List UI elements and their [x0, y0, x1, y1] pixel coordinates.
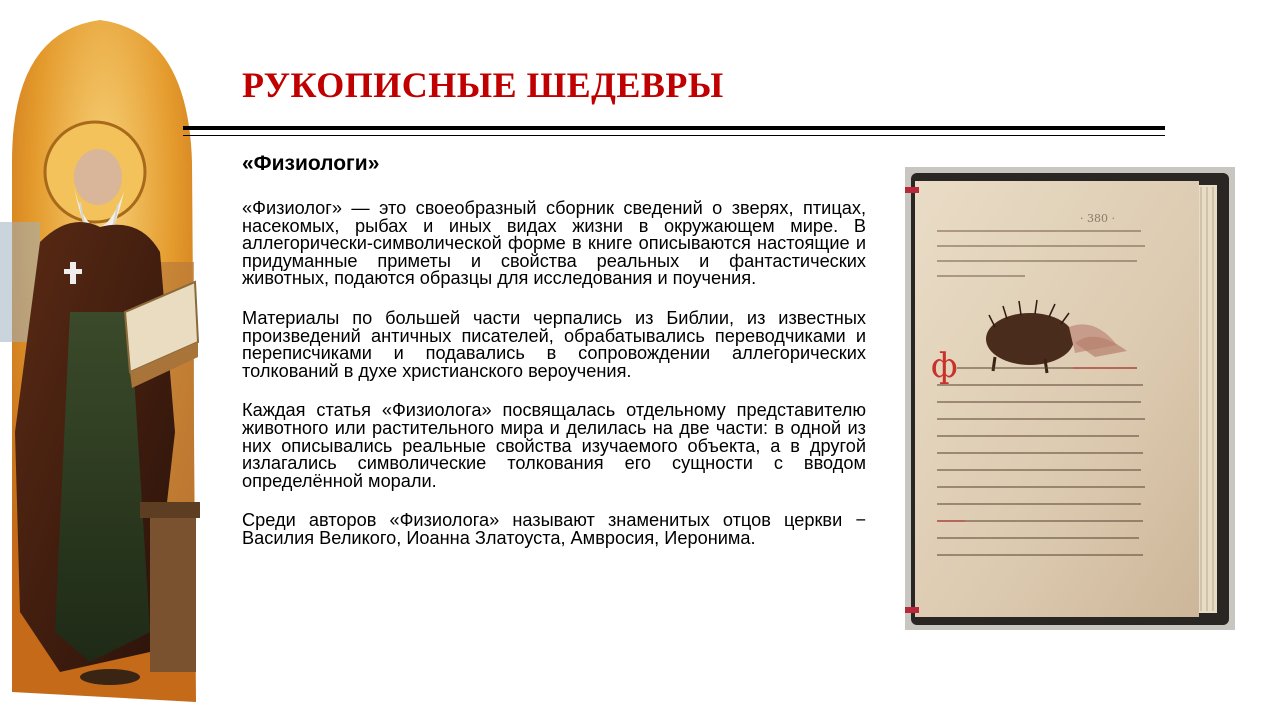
section-subtitle: «Физиологи» — [242, 152, 380, 175]
svg-text:ф: ф — [931, 346, 958, 386]
title-divider-thin — [183, 135, 1165, 136]
paragraph: «Физиолог» — это своеобразный сборник сведений о зверях, птицах, насекомых, рыбах и иных видах жизни в окружающем мире. В аллегорически-символической форме в книге описываются настоящие и придуманные приметы и свойства реальных и фантастических животных, подаются образцы для исследования и поучения. — [242, 198, 866, 289]
manuscript-page-with-hedgehog — [905, 167, 1235, 630]
monk-scribe-painting — [0, 12, 200, 702]
paragraph: Среди авторов «Физиолога» называют знаменитых отцов церкви − Василия Великого, Иоанна Златоуста, Амвросия, Иеронима. — [242, 510, 866, 548]
title-divider-thick — [183, 126, 1165, 130]
svg-text:· 380 ·: · 380 · — [1080, 212, 1115, 225]
body-text — [242, 200, 866, 570]
paragraph: Каждая статья «Физиолога» посвящалась отдельному представителю животного или растительного мира и делилась на две части: в одной из них описывались реальные свойства изучаемого объекта, а в другой излагались символические толкования его сущности с вводом определённой морали. — [242, 400, 866, 491]
slide-title: РУКОПИСНЫЕ ШЕДЕВРЫ — [242, 65, 724, 105]
paragraph: Материалы по большей части черпались из Библии, из известных произведений античных писателей, обрабатывались переводчиками и переписчиками и подавались в сопровождении аллегорических толкований в духе христианского вероучения. — [242, 307, 866, 381]
